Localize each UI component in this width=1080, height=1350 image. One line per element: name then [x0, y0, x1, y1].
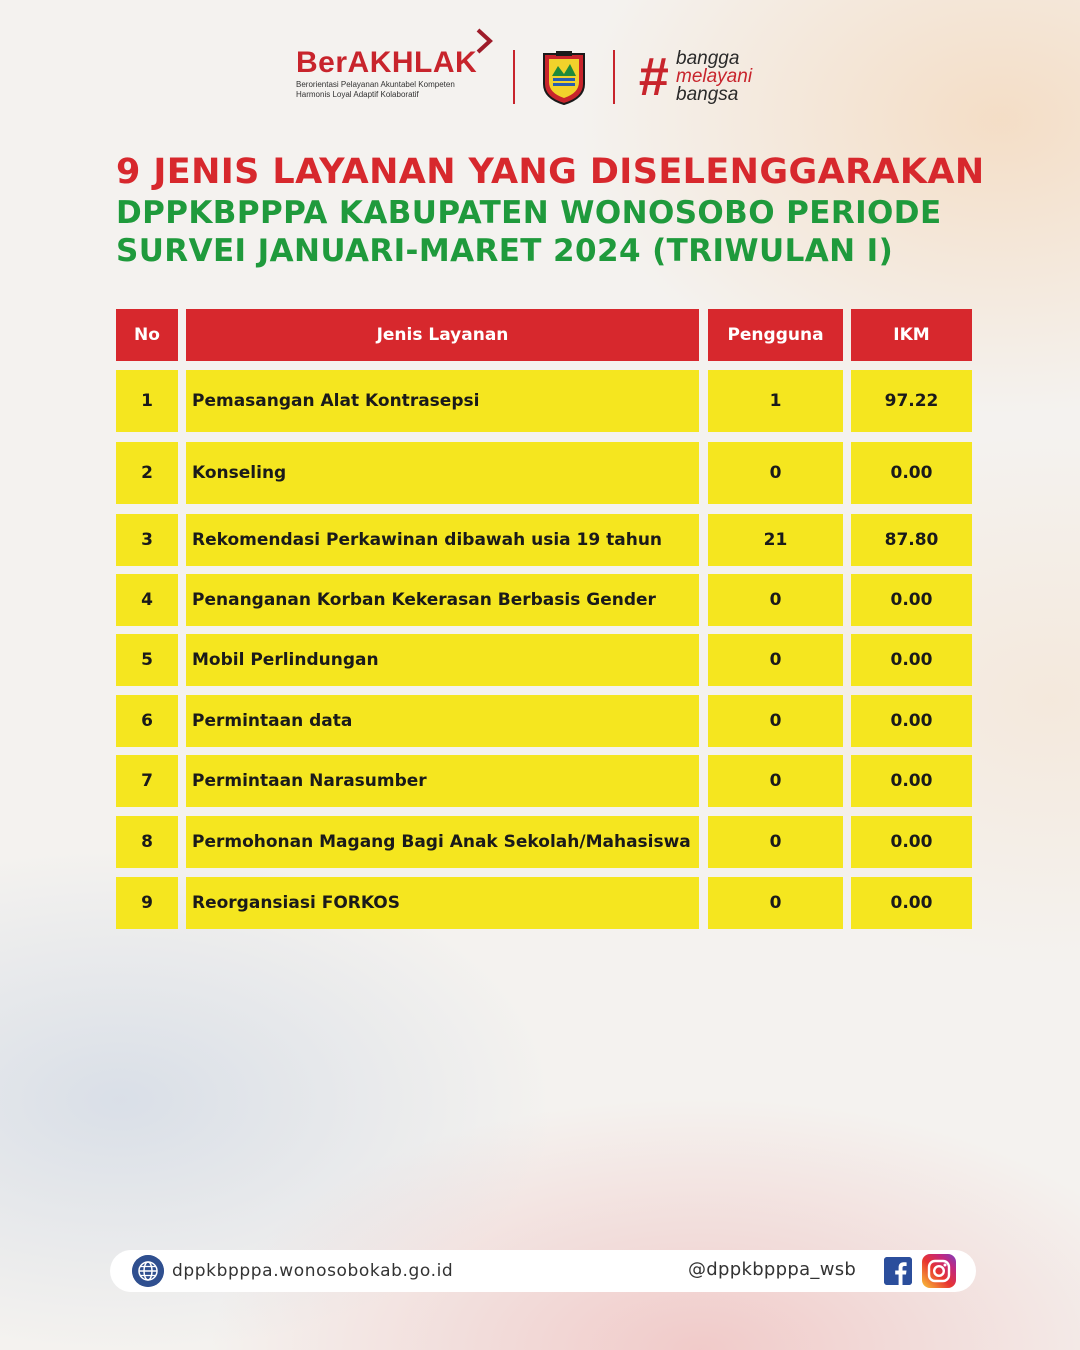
row-no: 3 [116, 514, 178, 566]
row-no: 8 [116, 816, 178, 868]
row-ikm: 87.80 [851, 514, 972, 566]
row-ikm: 0.00 [851, 816, 972, 868]
row-service-name: Permintaan Narasumber [186, 755, 699, 807]
row-users: 0 [708, 877, 843, 929]
table-header-row [116, 309, 972, 361]
table-row [116, 877, 972, 929]
row-service-name: Permohonan Magang Bagi Anak Sekolah/Mahasiswa [186, 816, 699, 868]
row-ikm: 0.00 [851, 574, 972, 626]
tagline-word-1: bangga [676, 48, 740, 69]
facebook-icon[interactable] [884, 1257, 912, 1285]
header-divider [513, 50, 515, 104]
row-no: 6 [116, 695, 178, 747]
row-service-name: Pemasangan Alat Kontrasepsi [186, 370, 699, 432]
title-line-1: 9 JENIS LAYANAN YANG DISELENGGARAKAN [116, 152, 985, 192]
row-no: 1 [116, 370, 178, 432]
row-ikm: 0.00 [851, 634, 972, 686]
berakhlak-logo [296, 46, 506, 100]
header-divider [613, 50, 615, 104]
row-no: 5 [116, 634, 178, 686]
header-pengguna: Pengguna [708, 309, 843, 361]
row-ikm: 97.22 [851, 370, 972, 432]
website-link[interactable]: dppkbpppa.wonosobokab.go.id [172, 1261, 454, 1281]
row-service-name: Penanganan Korban Kekerasan Berbasis Gender [186, 574, 699, 626]
social-handle[interactable]: @dppkbpppa_wsb [688, 1259, 857, 1280]
row-users: 0 [708, 816, 843, 868]
table-row [116, 370, 972, 432]
table-row [116, 695, 972, 747]
title-line-2: DPPKBPPPA KABUPATEN WONOSOBO PERIODE [116, 195, 942, 231]
table-row [116, 634, 972, 686]
instagram-icon[interactable] [922, 1254, 956, 1288]
wonosobo-crest-icon [541, 50, 587, 106]
row-service-name: Konseling [186, 442, 699, 504]
footer-bar [110, 1250, 976, 1292]
row-no: 2 [116, 442, 178, 504]
row-service-name: Permintaan data [186, 695, 699, 747]
row-no: 4 [116, 574, 178, 626]
row-users: 21 [708, 514, 843, 566]
header-no: No [116, 309, 178, 361]
berakhlak-logo-text: BerAKHLAK [296, 46, 478, 79]
berakhlak-tagline-1: Berorientasi Pelayanan Akuntabel Kompeten [296, 80, 455, 89]
tagline-word-2: melayani [676, 66, 753, 87]
row-users: 0 [708, 755, 843, 807]
table-row [116, 816, 972, 868]
row-ikm: 0.00 [851, 442, 972, 504]
tagline-word-3: bangsa [676, 84, 739, 105]
page-title [116, 150, 1036, 270]
title-line-3: SURVEI JANUARI-MARET 2024 (TRIWULAN I) [116, 233, 894, 269]
hashtag-symbol: # [638, 47, 669, 107]
row-no: 7 [116, 755, 178, 807]
row-no: 9 [116, 877, 178, 929]
berakhlak-tagline-2: Harmonis Loyal Adaptif Kolaboratif [296, 90, 419, 99]
header-logos [0, 28, 1080, 108]
row-ikm: 0.00 [851, 695, 972, 747]
chevron-icon [474, 28, 496, 54]
row-users: 0 [708, 574, 843, 626]
table-row [116, 442, 972, 504]
row-service-name: Mobil Perlindungan [186, 634, 699, 686]
row-users: 0 [708, 695, 843, 747]
globe-icon [132, 1255, 164, 1287]
row-users: 1 [708, 370, 843, 432]
row-users: 0 [708, 634, 843, 686]
row-ikm: 0.00 [851, 877, 972, 929]
table-row [116, 514, 972, 566]
table-row [116, 755, 972, 807]
row-ikm: 0.00 [851, 755, 972, 807]
row-users: 0 [708, 442, 843, 504]
row-service-name: Rekomendasi Perkawinan dibawah usia 19 tahun [186, 514, 699, 566]
row-service-name: Reorgansiasi FORKOS [186, 877, 699, 929]
table-row [116, 574, 972, 626]
header-jenis-layanan: Jenis Layanan [186, 309, 699, 361]
header-ikm: IKM [851, 309, 972, 361]
